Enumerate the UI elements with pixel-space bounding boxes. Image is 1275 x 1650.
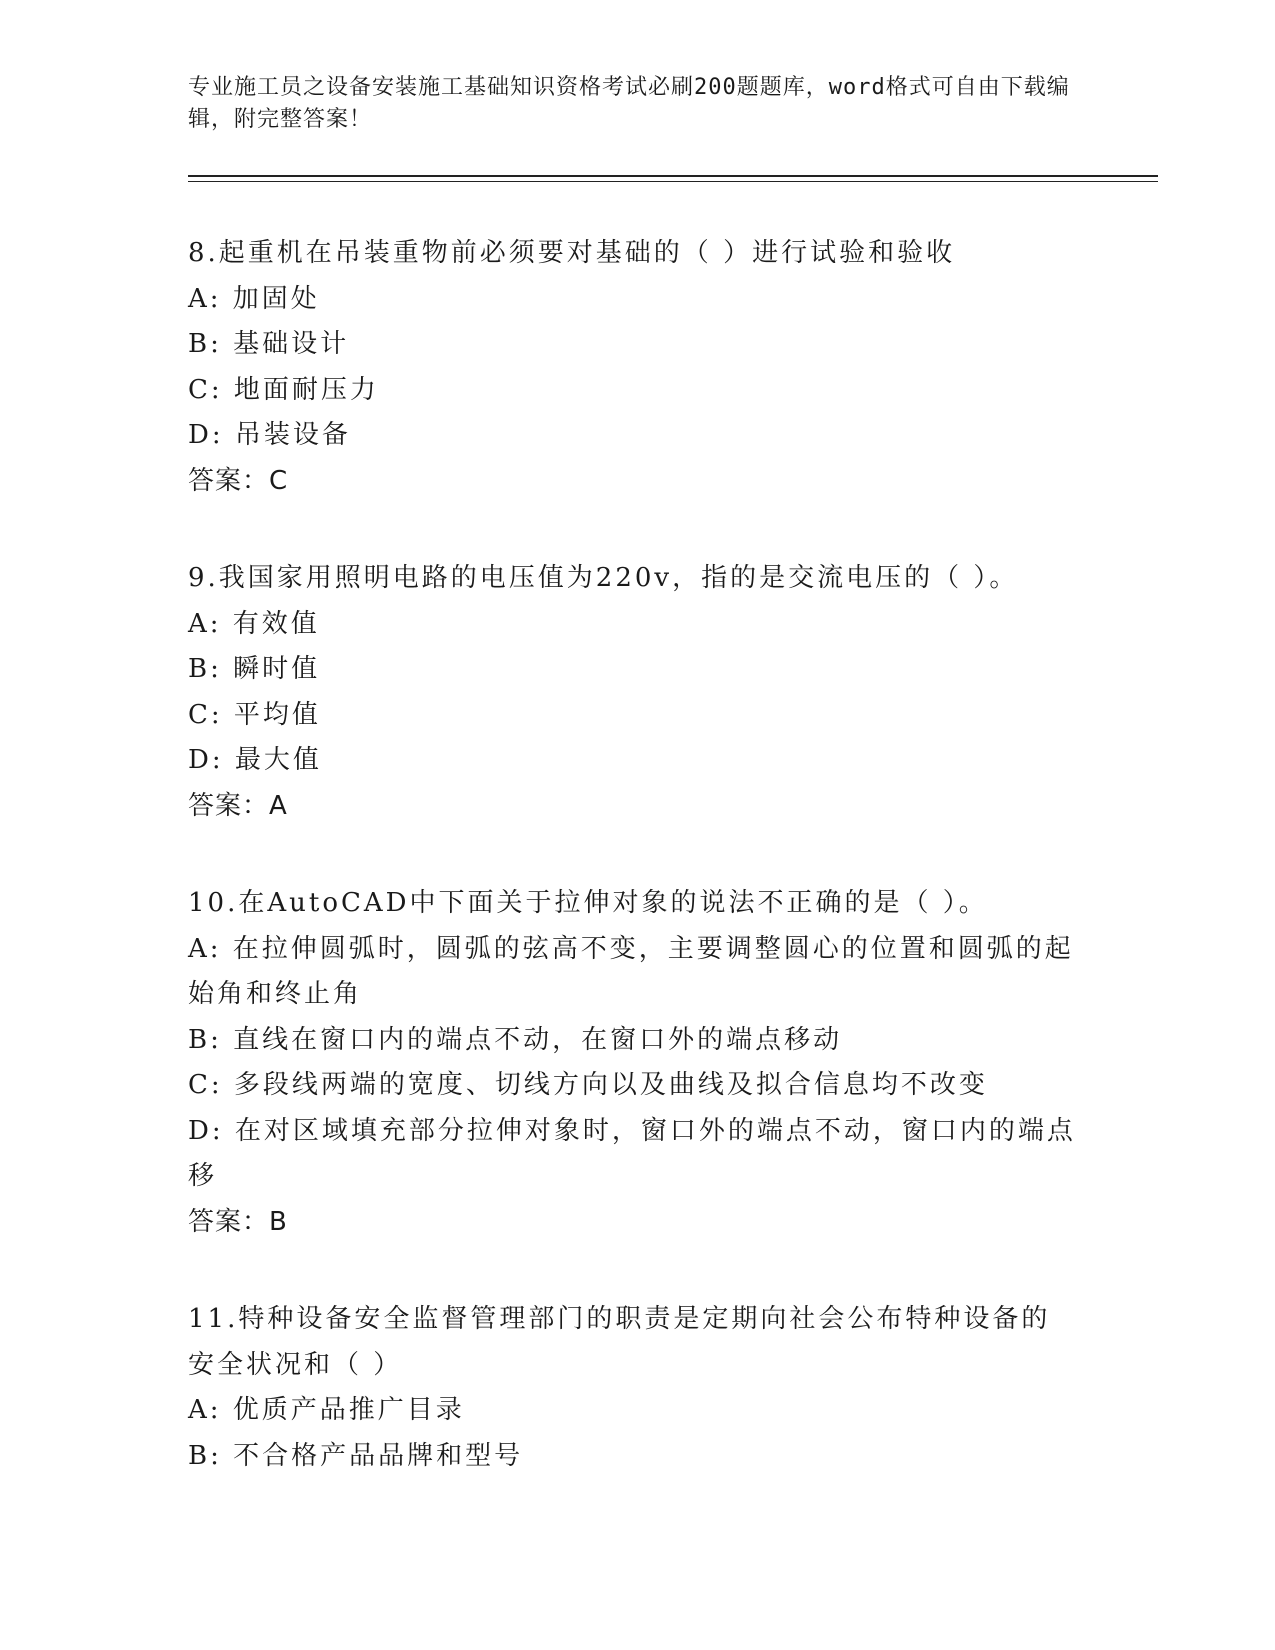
option-a: A: 在拉伸圆弧时，圆弧的弦高不变，主要调整圆心的位置和圆弧的起始角和终止角: [188, 933, 1074, 1009]
question-stem: 8.起重机在吊装重物前必须要对基础的（ ）进行试验和验收: [188, 238, 956, 268]
question-list: [188, 231, 1078, 1531]
option-c: C: 地面耐压力: [188, 374, 379, 405]
question-stem: 10.在AutoCAD中下面关于拉伸对象的说法不正确的是（ ）。: [188, 888, 988, 918]
option-d: D: 最大值: [188, 745, 322, 775]
question-9: [188, 556, 1078, 829]
answer-text: 答案：C: [188, 465, 289, 496]
question-stem: 11.特种设备安全监督管理部门的职责是定期向社会公布特种设备的安全状况和（ ）: [188, 1304, 1051, 1380]
answer-text: 答案：B: [188, 1206, 288, 1237]
option-b: B: 不合格产品品牌和型号: [188, 1440, 524, 1471]
question-stem: 9.我国家用照明电路的电压值为220v，指的是交流电压的（ ）。: [188, 563, 1019, 593]
option-b: B: 直线在窗口内的端点不动，在窗口外的端点移动: [188, 1024, 843, 1055]
option-c: C: 平均值: [188, 699, 321, 730]
question-11: [188, 1297, 1078, 1479]
header-divider-thick: [188, 175, 1158, 177]
question-10: [188, 881, 1078, 1245]
option-c: C: 多段线两端的宽度、切线方向以及曲线及拟合信息均不改变: [188, 1070, 988, 1100]
document-header: 专业施工员之设备安装施工基础知识资格考试必刷200题题库，word格式可自由下载编辑，附完整答案！: [188, 75, 1070, 132]
option-b: B: 基础设计: [188, 329, 350, 359]
option-a: A: 有效值: [188, 608, 320, 639]
option-b: B: 瞬时值: [188, 654, 321, 684]
header-divider-thin: [188, 181, 1158, 182]
option-a: A: 加固处: [188, 283, 320, 314]
option-d: D: 吊装设备: [188, 420, 351, 450]
option-d: D: 在对区域填充部分拉伸对象时，窗口外的端点不动，窗口内的端点移: [188, 1115, 1076, 1191]
question-8: [188, 231, 1078, 504]
answer-text: 答案：A: [188, 790, 288, 821]
option-a: A: 优质产品推广目录: [188, 1395, 465, 1425]
